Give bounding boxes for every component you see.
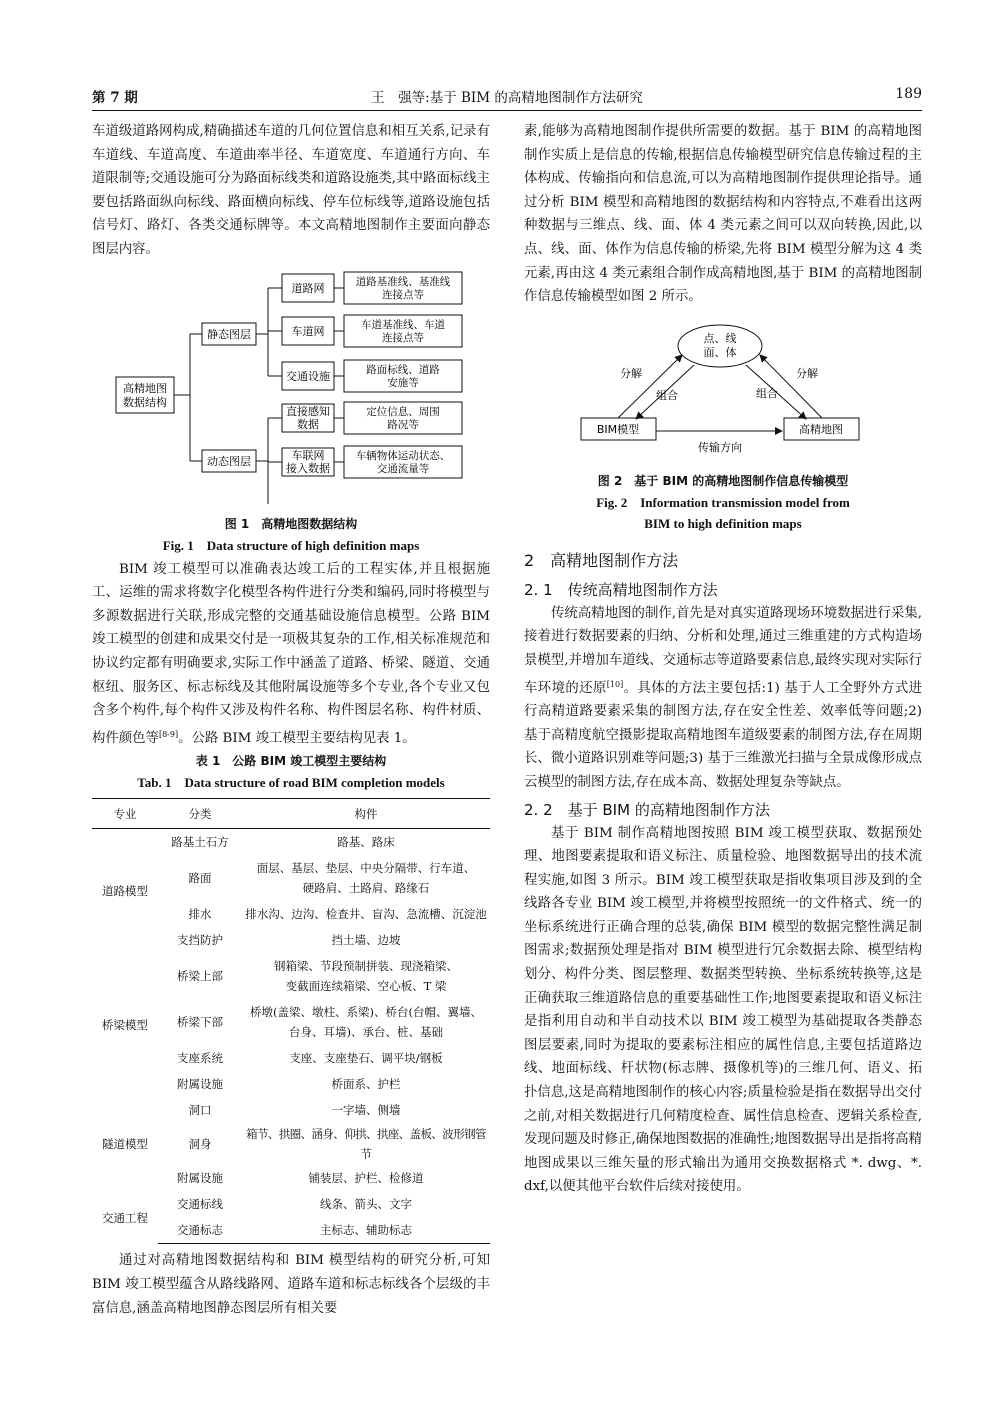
table-cell-parts-line: 桥面系、护栏	[331, 1077, 401, 1092]
table-cell-major: 道路模型	[102, 884, 148, 899]
fig1-mid-label: 交通设施	[286, 369, 330, 383]
table-cell-parts-line: 面层、基层、垫层、中央分隔带、行车道、	[256, 861, 476, 876]
left-paragraph-2-text: BIM 竣工模型可以准确表达竣工后的工程实体,并且根据施工、运维的需求将数字化模型各构件进行分类和编码,同时将模型与多源数据进行关联,形成完整的交通基础设施信息模型。公路 BIM 竣工模型的创建和成果交付是一项极其复杂的工作,相关标准规范和协议约定都有明确要求,实际工作中涵盖了道路、桥梁、隧道、交通枢纽、服务区、标志标线及其他附属设施等多个专业,各个专业又包含多个构件,每个构件又涉及构件名称、构件图层名称、构件材质、构件颜色等	[92, 561, 490, 746]
fig1-mid-label: 车联网	[291, 448, 325, 462]
table-cell-class: 洞口	[188, 1103, 212, 1118]
fig2-decompose-left-arrow	[618, 355, 682, 418]
fig2-hd-map-label: 高精地图	[799, 422, 843, 436]
table-row	[92, 1097, 490, 1123]
figure-2-caption-cn: 图 2 基于 BIM 的高精地图制作信息传输模型	[597, 473, 849, 488]
fig1-right-label: 路面标线、道路	[366, 363, 440, 376]
table-cell-class: 桥梁下部	[177, 1015, 223, 1030]
table-cell-parts-line: 铺装层、护栏、检修道	[308, 1171, 424, 1186]
table-cell-parts-line: 箱节、拱圈、涵身、仰拱、拱座、盖板、波形钢管节	[246, 1127, 486, 1162]
section-2-heading: 2 高精地图制作方法	[524, 550, 679, 570]
fig1-mid-label: 道路网	[291, 281, 325, 295]
fig2-decompose-left-label: 分解	[620, 366, 642, 380]
figure-1-caption-en: Fig. 1 Data structure of high definition maps	[162, 537, 420, 553]
table-cell-parts-line: 钢箱梁、节段预制拼装、现浇箱梁、	[274, 959, 458, 974]
table-cell-parts	[242, 829, 490, 856]
left-paragraph-2	[92, 558, 490, 751]
table-cell-major: 隧道模型	[102, 1137, 148, 1152]
figure-2-diagram	[524, 315, 922, 465]
fig1-root-line-2: 数据结构	[123, 395, 167, 409]
right-paragraph-2	[524, 602, 922, 795]
citation-8-9: [8-9]	[158, 729, 179, 739]
table-cell-parts	[242, 1217, 490, 1244]
left-paragraph-1: 车道级道路网构成,精确描述车道的几何位置信息和相互关系,记录有车道线、车道高度、车道曲率半径、车道宽度、车道通行方向、车道限制等;交通设施可分为路面标线类和道路设施类,其中路面标线主要包括路面纵向标线、路面横向标线、停车位标线等,道路设施包括信号灯、路灯、各类交通标牌等。本文高精地图制作主要面向静态图层内容。	[92, 124, 490, 257]
table-row	[92, 829, 490, 856]
right-paragraph-3: 基于 BIM 制作高精地图按照 BIM 竣工模型获取、数据预处理、地图要素提取和语义标注、质量检验、地图数据导出的技术流程实施,如图 3 所示。BIM 竣工模型获取是指收集项目涉及到的全线路各专业 BIM 竣工模型,并将模型按照统一的文件格式、统一的坐标系统进行正确合理的总装,确保 BIM 模型的数据完整性满足制图需求;数据预处理是指对 BIM 模型进行冗余数据去除、模型结构划分、构件分类、图层整理、数据类型转换、坐标系统转换等,这是正确获取三维道路信息的重要基础性工作;地图要素提取和语义标注是指利用自动和半自动技术以 BIM 竣工模型为基础提取各类静态图层要素,同时为提取的要素标注相应的属性信息,主要包括道路边线、地面标线、杆状物(标志牌、摄像机等)的三维几何、语义、拓扑信息,这是高精地图制作的核心内容;质量检验是指在数据导出交付之前,对相关数据进行几何精度检查、属性信息检查、逻辑关系检查,发现问题及时修正,确保地图数据的准确性;地图数据导出是指将高精地图成果以三维矢量的形式输出为通用交换数据格式 *. dwg、*. dxf,以便其他平台软件后续对接使用。	[524, 825, 922, 1195]
fig1-right-label: 道路基准线、基准线	[355, 275, 451, 288]
fig1-mid-label: 直接感知	[286, 404, 330, 418]
table-cell-class: 支座系统	[177, 1051, 223, 1066]
fig1-mid-label: 车道网	[291, 324, 325, 338]
fig1-root-line-1: 高精地图	[123, 381, 167, 395]
fig1-right-label: 定位信息、周围	[366, 405, 440, 418]
table-cell-parts-line: 路基、路床	[337, 835, 395, 850]
table-cell-class: 附属设施	[177, 1077, 223, 1092]
fig2-ellipse-line-1: 点、线	[703, 331, 737, 345]
table-cell-parts-line: 硬路肩、土路肩、路缘石	[302, 881, 430, 896]
table-row	[92, 1191, 490, 1217]
right-paragraph-2-text: 传统高精地图的制作,首先是对真实道路现场环境数据进行采集,接着进行数据要素的归纳、分析和处理,通过三维重建的方式构造场景模型,并增加车道线、交通标志等道路要素信息,最终实现对实际行车环境的还原	[524, 605, 922, 696]
figure-1-diagram	[92, 270, 490, 510]
table-cell-major: 桥梁模型	[102, 1018, 148, 1033]
table-header-parts: 构件	[242, 799, 490, 829]
table-cell-parts-line: 台身、耳墙)、承台、桩、基础	[289, 1025, 443, 1040]
table-cell-parts	[242, 999, 490, 1045]
table-cell-parts	[242, 1191, 490, 1217]
table-cell-parts	[242, 1123, 490, 1165]
table-cell-parts	[242, 1165, 490, 1191]
table-1	[92, 798, 490, 1244]
table-cell-parts	[242, 1071, 490, 1097]
table-row	[92, 953, 490, 999]
table-cell-parts	[242, 855, 490, 901]
table-cell-parts-line: 主标志、辅助标志	[320, 1223, 412, 1238]
table-cell-class: 排水	[188, 907, 212, 922]
fig1-mid-label: 数据	[297, 417, 319, 431]
fig1-right-label: 连接点等	[382, 331, 424, 344]
fig2-decompose-right-label: 分解	[796, 366, 818, 380]
header-rule	[92, 110, 922, 111]
table-cell-parts-line: 排水沟、边沟、检查井、盲沟、急流槽、沉淀池	[245, 907, 487, 922]
table-cell-parts-line: 挡土墙、边坡	[331, 933, 401, 948]
figure-2-caption-en-2: BIM to high definition maps	[644, 515, 802, 531]
table-cell-parts-line: 一字墙、侧墙	[331, 1103, 401, 1118]
fig1-static-layer-label: 静态图层	[207, 327, 251, 341]
table-cell-parts	[242, 953, 490, 999]
fig1-right-label: 连接点等	[382, 288, 424, 301]
header-title: 王 强等:基于 BIM 的高精地图制作方法研究	[371, 90, 643, 106]
fig2-combine-right-label: 组合	[756, 386, 778, 400]
fig2-ellipse-line-2: 面、体	[703, 345, 737, 359]
table-header-major: 专业	[92, 799, 158, 829]
fig1-right-label: 交通流量等	[376, 462, 430, 475]
table-header-class: 分类	[158, 799, 242, 829]
left-paragraph-2-end: 。公路 BIM 竣工模型主要结构见表 1。	[178, 730, 416, 746]
table-cell-class: 附属设施	[177, 1171, 223, 1186]
fig2-combine-left-label: 组合	[656, 388, 678, 402]
fig1-right-label: 车道基准线、车道	[361, 318, 445, 331]
table-cell-class: 路面	[188, 871, 212, 886]
table-1-caption-en: Tab. 1 Data structure of road BIM completion models	[137, 775, 445, 791]
left-paragraph-3: 通过对高精地图数据结构和 BIM 模型结构的研究分析,可知 BIM 竣工模型蕴含从路线路网、道路车道和标志标线各个层级的丰富信息,涵盖高精地图静态图层所有相关要	[92, 1253, 490, 1316]
table-cell-parts	[242, 901, 490, 927]
table-cell-parts	[242, 1045, 490, 1071]
fig1-right-label: 安施等	[387, 376, 419, 389]
right-paragraph-2-end: 。具体的方法主要包括:1) 基于人工全野外方式进行高精道路要素采集的制图方法,存在安全性差、效率低等问题;2) 基于高精度航空摄影提取高精地图车道级要素的制图方法,存在周期长、微小道路识别难等问题;3) 基于三维激光扫描与全景成像形成点云模型的制图方法,存在成本高、数据处理复杂等缺点。	[524, 680, 923, 790]
issue-number: 第 7 期	[92, 90, 138, 106]
figure-2-caption-en-1: Fig. 2 Information transmission model from	[596, 494, 850, 510]
right-column	[524, 120, 922, 1199]
table-cell-parts	[242, 1097, 490, 1123]
fig1-right-label: 路况等	[387, 418, 419, 431]
citation-10: [10]	[606, 679, 624, 689]
table-1-caption-cn: 表 1 公路 BIM 竣工模型主要结构	[195, 754, 387, 769]
table-cell-parts-line: 变截面连续箱梁、空心板、T 梁	[285, 979, 447, 994]
table-cell-class: 路基土石方	[171, 835, 229, 850]
right-paragraph-1: 素,能够为高精地图制作提供所需要的数据。基于 BIM 的高精地图制作实质上是信息的传输,根据信息传输模型研究信息传输过程的主体构成、传输指向和信息流,可以为高精地图制作提供理论指导。通过分析 BIM 模型和高精地图的数据结构和内容特点,不难看出这两种数据与三维点、线、面、体 4 类元素之间可以双向转换,因此,以点、线、面、体作为信息传输的桥梁,先将 BIM 模型分解为这 4 类元素,再由这 4 类元素组合制作成高精地图,基于 BIM 的高精地图制作信息传输模型如图 2 所示。	[524, 124, 922, 305]
table-cell-parts	[242, 927, 490, 953]
fig1-dynamic-layer-label: 动态图层	[207, 454, 251, 468]
table-cell-major: 交通工程	[102, 1210, 148, 1225]
table-cell-parts-line: 线条、箭头、文字	[320, 1197, 412, 1212]
section-2-1-heading: 2. 1 传统高精地图制作方法	[524, 580, 718, 599]
table-cell-class: 桥梁上部	[177, 969, 223, 984]
fig1-branches	[268, 272, 462, 478]
running-header	[92, 86, 922, 110]
page-number: 189	[895, 86, 922, 102]
fig1-mid-label: 接入数据	[286, 461, 330, 475]
table-cell-parts-line: 桥墩(盖梁、墩柱、系梁)、桥台(台帽、翼墙、	[250, 1005, 482, 1020]
fig2-direction-label: 传输方向	[698, 440, 742, 454]
table-cell-class: 洞身	[188, 1137, 212, 1152]
fig1-right-label: 车辆物体运动状态、	[355, 449, 451, 462]
table-cell-class: 交通标线	[177, 1197, 223, 1212]
figure-1-caption-cn: 图 1 高精地图数据结构	[224, 516, 358, 531]
section-2-2-heading: 2. 2 基于 BIM 的高精地图制作方法	[524, 800, 770, 819]
table-cell-parts-line: 支座、支座垫石、调平块/钢板	[289, 1051, 443, 1066]
left-column	[92, 120, 490, 1320]
table-1-body	[92, 829, 490, 1244]
fig2-bim-model-label: BIM模型	[596, 422, 640, 436]
table-cell-class: 支挡防护	[177, 933, 223, 948]
table-cell-class: 交通标志	[158, 1217, 242, 1244]
